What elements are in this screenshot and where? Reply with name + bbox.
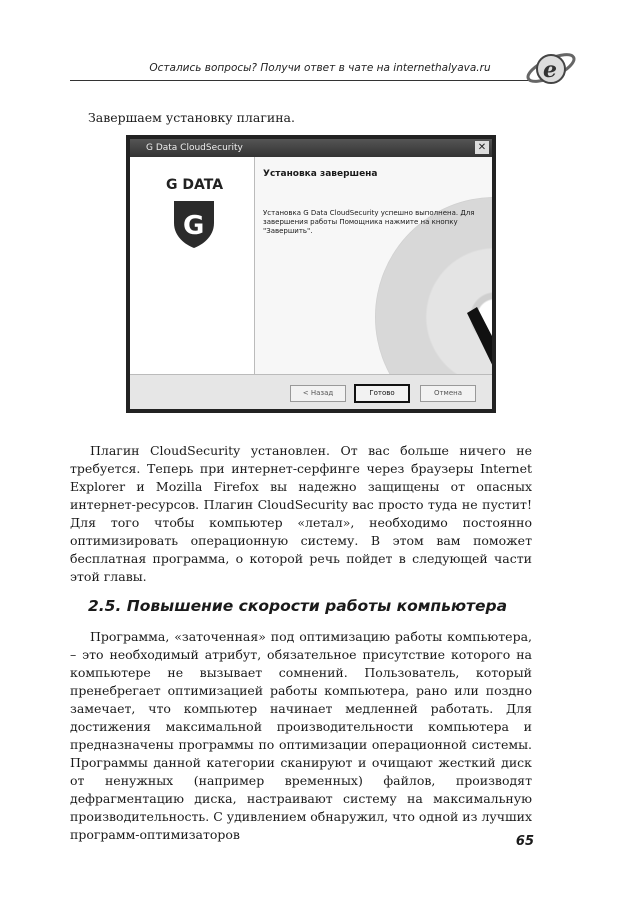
close-icon[interactable]: ✕ [475, 141, 489, 154]
dialog-button-row [130, 374, 492, 409]
header-rule [70, 80, 532, 81]
dialog-message [263, 209, 475, 236]
pointer-arrow-icon [463, 307, 492, 375]
paragraph-text: Плагин CloudSecurity установлен. От вас больше ничего не требуется. Теперь при интернет-серфинге через браузеры Internet Explorer и Mozilla Firefox вы надежно защищены от опасных интернет-ресурсов. Плагин CloudSecurity вас просто туда не пустит! Для того чтобы компьютер «летал», необходимо постоянно оптимизировать операционную систему. В этом вам поможет бесплатная программа, о которой речь пойдет в следующей части этой главы. [70, 443, 532, 584]
shield-icon [172, 197, 216, 249]
paragraph-1 [70, 442, 532, 586]
page-number: 65 [515, 834, 534, 849]
section-title: 2.5. Повышение скорости работы компьютера [88, 597, 508, 615]
dialog-heading: Установка завершена [263, 169, 378, 179]
svg-text:e: e [543, 57, 557, 83]
header-text: Остались вопросы? Получи ответ в чате на internethalyava.ru [149, 62, 491, 74]
back-button[interactable]: < Назад [290, 385, 346, 402]
installer-screenshot [126, 135, 496, 413]
done-button[interactable]: Готово [354, 384, 410, 403]
cancel-button[interactable]: Отмена [420, 385, 476, 402]
dialog-message-line: Установка G Data CloudSecurity успешно выполнена. Для [263, 209, 475, 217]
svg-text:G: G [183, 211, 205, 241]
brand-logo-text: G DATA [166, 177, 224, 193]
paragraph-text: Программа, «заточенная» под оптимизацию работы компьютера, – это необходимый атрибут, обязательное присутствие которого на компьютере не вызывает сомнений. Пользователь, который пренебрегает оптимизацией работы компьютера, рано или поздно замечает, что компьютер начинает медленней работать. Для достижения максимальной производительности компьютера и предназначены программы по оптимизации операционной системы. Программы данной категории сканируют и очищают жесткий диск от ненужных (например временных) файлов, производят дефрагментацию диска, настраивают систему на максимальную производительность. С удивлением обнаружил, что одной из лучших программ-оптимизаторов [70, 629, 532, 842]
internet-explorer-logo-icon [524, 44, 578, 92]
brand-panel [130, 157, 255, 375]
paragraph-2 [70, 628, 532, 844]
window-title: G Data CloudSecurity [130, 139, 492, 157]
content-panel [255, 157, 492, 375]
intro-text: Завершаем установку плагина. [88, 110, 295, 125]
dialog-message-line: завершения работы Помощника нажмите на кнопку [263, 218, 458, 226]
dialog-message-line: "Завершить". [263, 227, 313, 235]
